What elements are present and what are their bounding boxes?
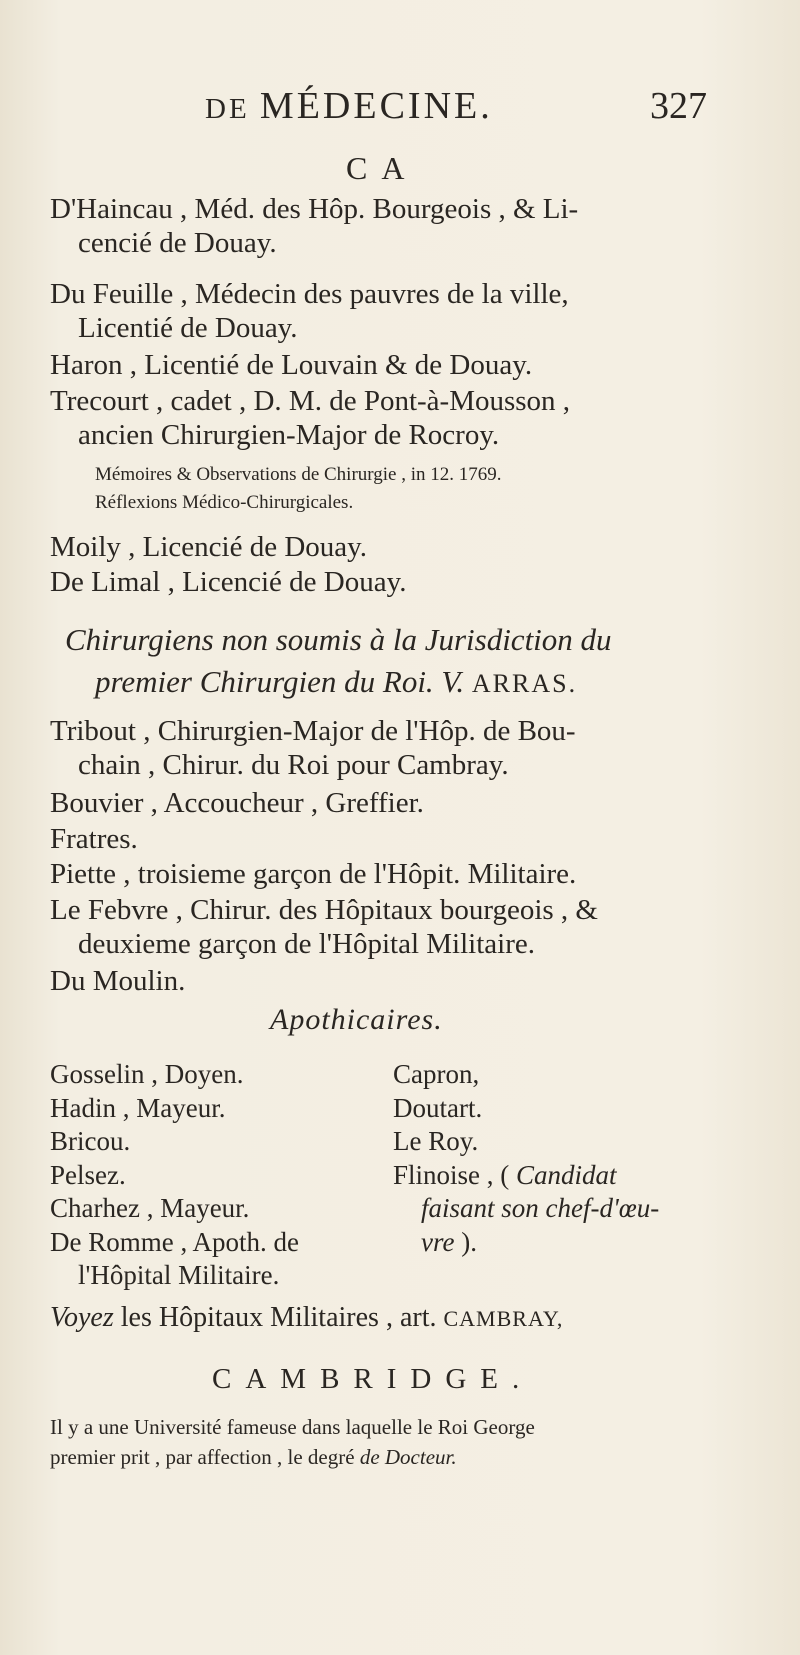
entry-line: Licentié de Douay.	[78, 312, 298, 344]
chirurgiens-heading-line2	[95, 662, 577, 704]
entry-trecourt	[50, 384, 750, 452]
note-memoires: Mémoires & Observations de Chirurgie , in 12. 1769.	[95, 464, 502, 485]
entry-line: cencié de Douay.	[78, 227, 277, 259]
paragraph-text: premier prit , par affection , le degré	[50, 1445, 355, 1469]
entry-line: Piette , troisieme garçon de l'Hôpit. Militaire.	[50, 858, 577, 890]
entry-du-moulin	[50, 964, 750, 998]
apothicaire-item: Pelsez.	[50, 1159, 126, 1190]
apothicaire-item: Hadin , Mayeur.	[50, 1092, 226, 1123]
flinoise-note-line3	[393, 1226, 659, 1260]
entry-line: Moily , Licencié de Douay.	[50, 531, 368, 563]
paragraph-italic: de Docteur.	[359, 1445, 457, 1469]
entry-line: D'Haincau , Méd. des Hôp. Bourgeois , & Li-	[50, 193, 579, 225]
entry-bouvier	[50, 786, 750, 820]
apothicaires-heading: Apothicaires.	[270, 1003, 443, 1036]
chirurgiens-heading-ref: ARRAS.	[471, 669, 578, 698]
apothicaire-item: l'Hôpital Militaire.	[78, 1260, 280, 1290]
entry-line: Bouvier , Accoucheur , Greffier.	[50, 787, 424, 819]
flinoise-note-end: vre	[421, 1226, 455, 1257]
note-reflexions: Réflexions Médico-Chirurgicales.	[95, 492, 354, 513]
section-heading-cambridge: CAMBRIDGE.	[212, 1363, 534, 1395]
running-head	[205, 84, 493, 128]
flinoise-note: Candidat	[516, 1159, 617, 1190]
entry-haron	[50, 348, 750, 382]
entry-line: Le Febvre , Chirur. des Hôpitaux bourgeois , &	[50, 894, 598, 926]
apothicaire-item	[393, 1159, 659, 1193]
apothicaires-right-column	[393, 1058, 659, 1259]
running-head-title: MÉDECINE.	[259, 85, 493, 127]
see-also-line	[50, 1302, 563, 1334]
flinoise-note-line2: faisant son chef-d'œu-	[421, 1193, 660, 1223]
entry-line: Trecourt , cadet , D. M. de Pont-à-Mousson ,	[50, 385, 571, 417]
apothicaires-left-column	[50, 1058, 299, 1293]
entry-dhaincau	[50, 192, 750, 260]
running-head-prefix: DE	[205, 93, 250, 125]
apothicaire-item: Le Roy.	[393, 1126, 479, 1156]
see-also-voyez: Voyez	[50, 1302, 114, 1333]
entry-du-feuille	[50, 277, 750, 345]
page-number: 327	[650, 85, 707, 127]
apothicaire-item: Bricou.	[50, 1126, 131, 1156]
chirurgiens-heading-text: premier Chirurgien du Roi. V.	[95, 664, 465, 699]
entry-tribout	[50, 714, 750, 782]
entry-line: De Limal , Licencié de Douay.	[50, 566, 407, 598]
entry-line: deuxieme garçon de l'Hôpital Militaire.	[78, 928, 535, 960]
entry-line: Du Feuille , Médecin des pauvres de la ville,	[50, 278, 569, 310]
section-heading-ca: CA	[346, 150, 419, 186]
entry-line: Haron , Licentié de Louvain & de Douay.	[50, 349, 533, 381]
flinoise-close: ).	[461, 1226, 477, 1257]
entry-de-limal	[50, 565, 750, 599]
entry-fratres	[50, 822, 750, 856]
entry-line: Du Moulin.	[50, 965, 186, 997]
entry-line: chain , Chirur. du Roi pour Cambray.	[78, 749, 509, 781]
entry-moily	[50, 530, 750, 564]
paragraph-line	[50, 1442, 750, 1472]
entry-le-febvre	[50, 893, 750, 961]
flinoise-name: Flinoise , (	[393, 1159, 510, 1190]
apothicaire-item: Capron,	[393, 1059, 480, 1089]
see-also-ref: CAMBRAY,	[443, 1306, 564, 1331]
entry-line: Tribout , Chirurgien-Major de l'Hôp. de Bou-	[50, 715, 576, 747]
cambridge-paragraph	[50, 1412, 750, 1472]
see-also-text: les Hôpitaux Militaires , art.	[120, 1302, 437, 1333]
entry-line: Fratres.	[50, 823, 138, 855]
apothicaire-item: Charhez , Mayeur.	[50, 1193, 250, 1223]
paragraph-line: Il y a une Université fameuse dans laquelle le Roi George	[50, 1415, 535, 1439]
entry-line: ancien Chirurgien-Major de Rocroy.	[78, 419, 500, 451]
entry-piette	[50, 857, 750, 891]
apothicaire-item: Gosselin , Doyen.	[50, 1059, 244, 1089]
chirurgiens-heading-line1: Chirurgiens non soumis à la Jurisdiction du	[65, 622, 612, 657]
apothicaire-item: Doutart.	[393, 1092, 483, 1123]
apothicaire-item: De Romme , Apoth. de	[50, 1226, 299, 1257]
